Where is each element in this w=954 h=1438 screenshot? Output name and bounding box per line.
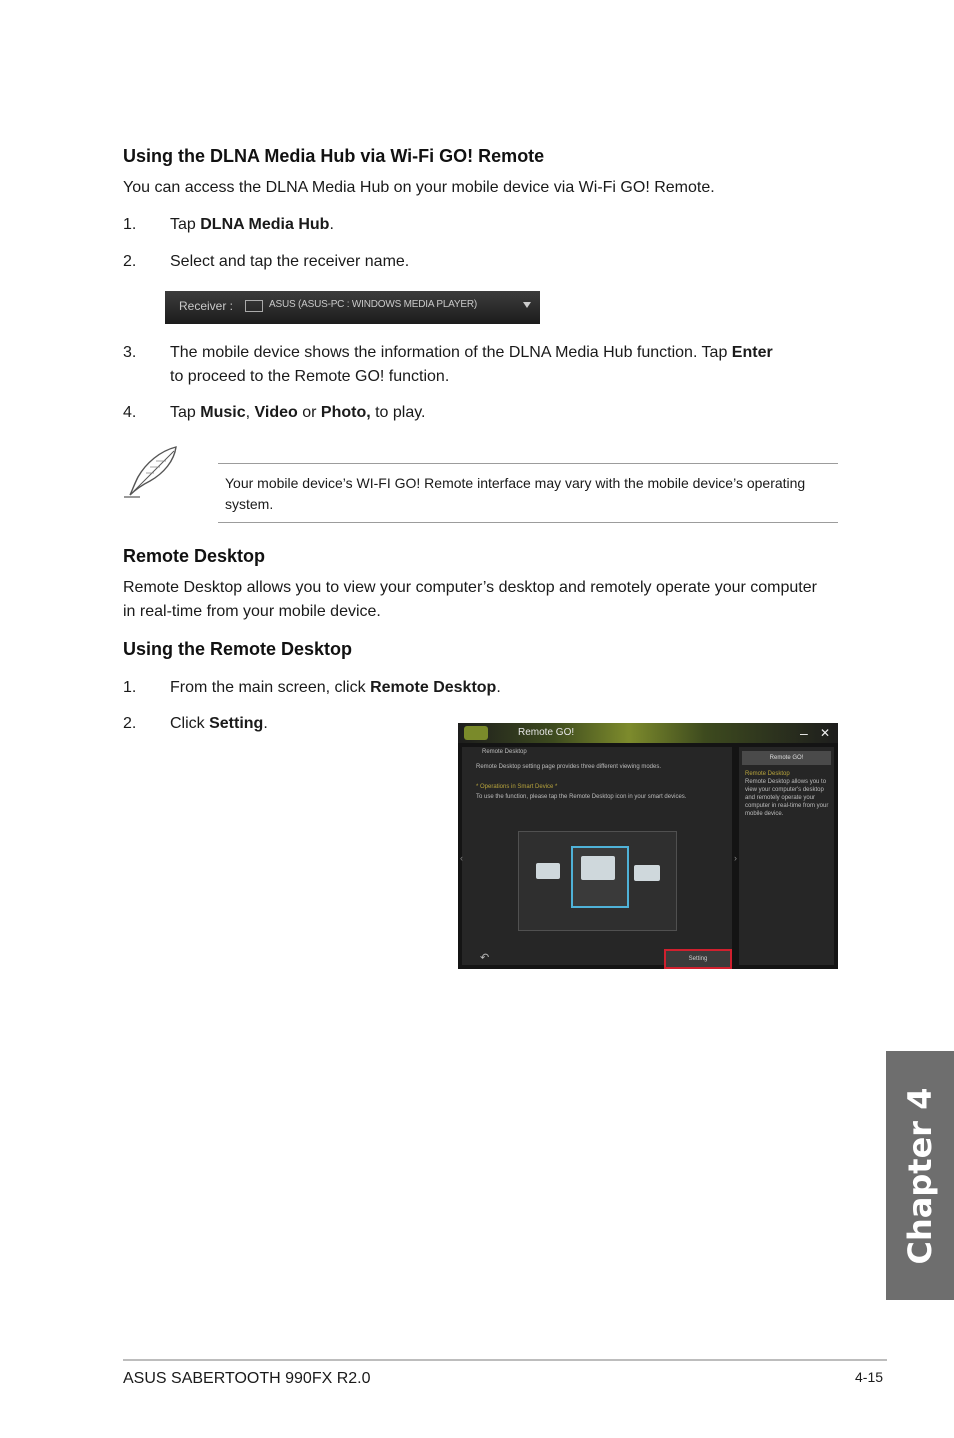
chapter-tab-label: Chapter 4 — [901, 1087, 939, 1264]
step-number: 1. — [123, 216, 137, 233]
step-text: The mobile device shows the information of the DLNA Media Hub function. Tap — [170, 344, 732, 361]
step-text: Tap — [170, 404, 201, 421]
step-text: to play. — [370, 404, 426, 421]
remote-step-1 — [170, 676, 501, 700]
monitor-device-icon — [581, 856, 615, 880]
step-bold-term: Video — [254, 404, 298, 421]
left-arrow-icon[interactable]: ‹ — [460, 853, 463, 863]
step-bold-term: Setting — [209, 715, 264, 732]
app-title: Remote GO! — [518, 727, 575, 738]
app-body-instruction: To use the function, please tap the Remote Desktop icon in your smart devices. — [476, 794, 687, 800]
step-number: 2. — [123, 715, 137, 732]
feather-note-icon — [120, 443, 182, 501]
close-icon[interactable]: ✕ — [820, 726, 831, 740]
monitor-icon — [245, 300, 263, 312]
dlna-step-4 — [170, 401, 426, 425]
minimize-icon[interactable]: – — [800, 725, 808, 741]
step-number: 1. — [123, 679, 137, 696]
side-remote-go-button[interactable]: Remote GO! — [742, 751, 831, 765]
remote-go-app-screenshot — [458, 723, 838, 969]
back-icon[interactable]: ↶ — [480, 952, 490, 964]
setting-button[interactable]: Setting — [664, 949, 732, 969]
chapter-tab — [886, 1051, 954, 1300]
step-bold-term: Photo, — [320, 404, 371, 421]
step-bold-term: Remote Desktop — [370, 679, 497, 696]
step-text: From the main screen, click — [170, 679, 371, 696]
step-text: , — [245, 404, 255, 421]
app-breadcrumb: Remote Desktop — [482, 749, 527, 755]
remote-step-2 — [170, 712, 268, 736]
side-text: Remote Desktop allows you to view your computer's desktop and remotely operate your computer in real-time from your mobile device. — [745, 779, 829, 817]
section-heading-using-remote-desktop: Using the Remote Desktop — [123, 639, 353, 659]
step-text: or — [297, 404, 321, 421]
app-body-text: Remote Desktop setting page provides three different viewing modes. — [476, 764, 661, 770]
dlna-intro: You can access the DLNA Media Hub on your mobile device via Wi-Fi GO! Remote. — [123, 179, 715, 196]
app-body-subheading: * Operations in Smart Device * — [476, 784, 558, 790]
footer-divider — [123, 1359, 887, 1361]
step-text: Click — [170, 715, 210, 732]
footer-page-number: 4-15 — [855, 1369, 884, 1385]
step-text: . — [496, 679, 501, 696]
step-bold-term: DLNA Media Hub — [200, 216, 330, 233]
note-text: Your mobile device’s WI-FI GO! Remote interface may vary with the mobile device’s operating system. — [225, 475, 806, 512]
step-text: to proceed to the Remote GO! function. — [170, 368, 450, 385]
app-logo-icon — [464, 726, 488, 740]
step-text: . — [263, 715, 268, 732]
dlna-step-1 — [170, 213, 334, 237]
chevron-down-icon — [523, 302, 531, 308]
note-top-divider — [218, 463, 838, 464]
step-number: 2. — [123, 253, 137, 270]
section-heading-remote-desktop: Remote Desktop — [123, 546, 266, 566]
right-arrow-icon[interactable]: › — [734, 853, 737, 863]
laptop-device-icon — [634, 865, 660, 881]
section-heading-dlna: Using the DLNA Media Hub via Wi-Fi GO! Remote — [123, 146, 545, 166]
app-title-bar — [458, 723, 838, 743]
step-number: 4. — [123, 404, 137, 421]
footer-product-name: ASUS SABERTOOTH 990FX R2.0 — [123, 1370, 371, 1387]
receiver-label: Receiver : — [179, 299, 234, 313]
side-title: Remote Desktop — [745, 771, 790, 777]
remote-desktop-intro: Remote Desktop allows you to view your computer’s desktop and remotely operate your computer in real-time from your mobile device. — [123, 579, 817, 620]
phone-device-icon — [536, 863, 560, 879]
note-bottom-divider — [218, 522, 838, 523]
step-text: Tap — [170, 216, 201, 233]
step-bold-term: Enter — [731, 344, 773, 361]
dlna-step-2: Select and tap the receiver name. — [170, 253, 410, 270]
step-text: . — [329, 216, 334, 233]
receiver-value: ASUS (ASUS-PC : WINDOWS MEDIA PLAYER) — [269, 299, 478, 310]
step-bold-term: Music — [200, 404, 246, 421]
dlna-step-3 — [170, 341, 840, 389]
step-number: 3. — [123, 344, 137, 361]
receiver-bar-screenshot — [165, 291, 540, 324]
